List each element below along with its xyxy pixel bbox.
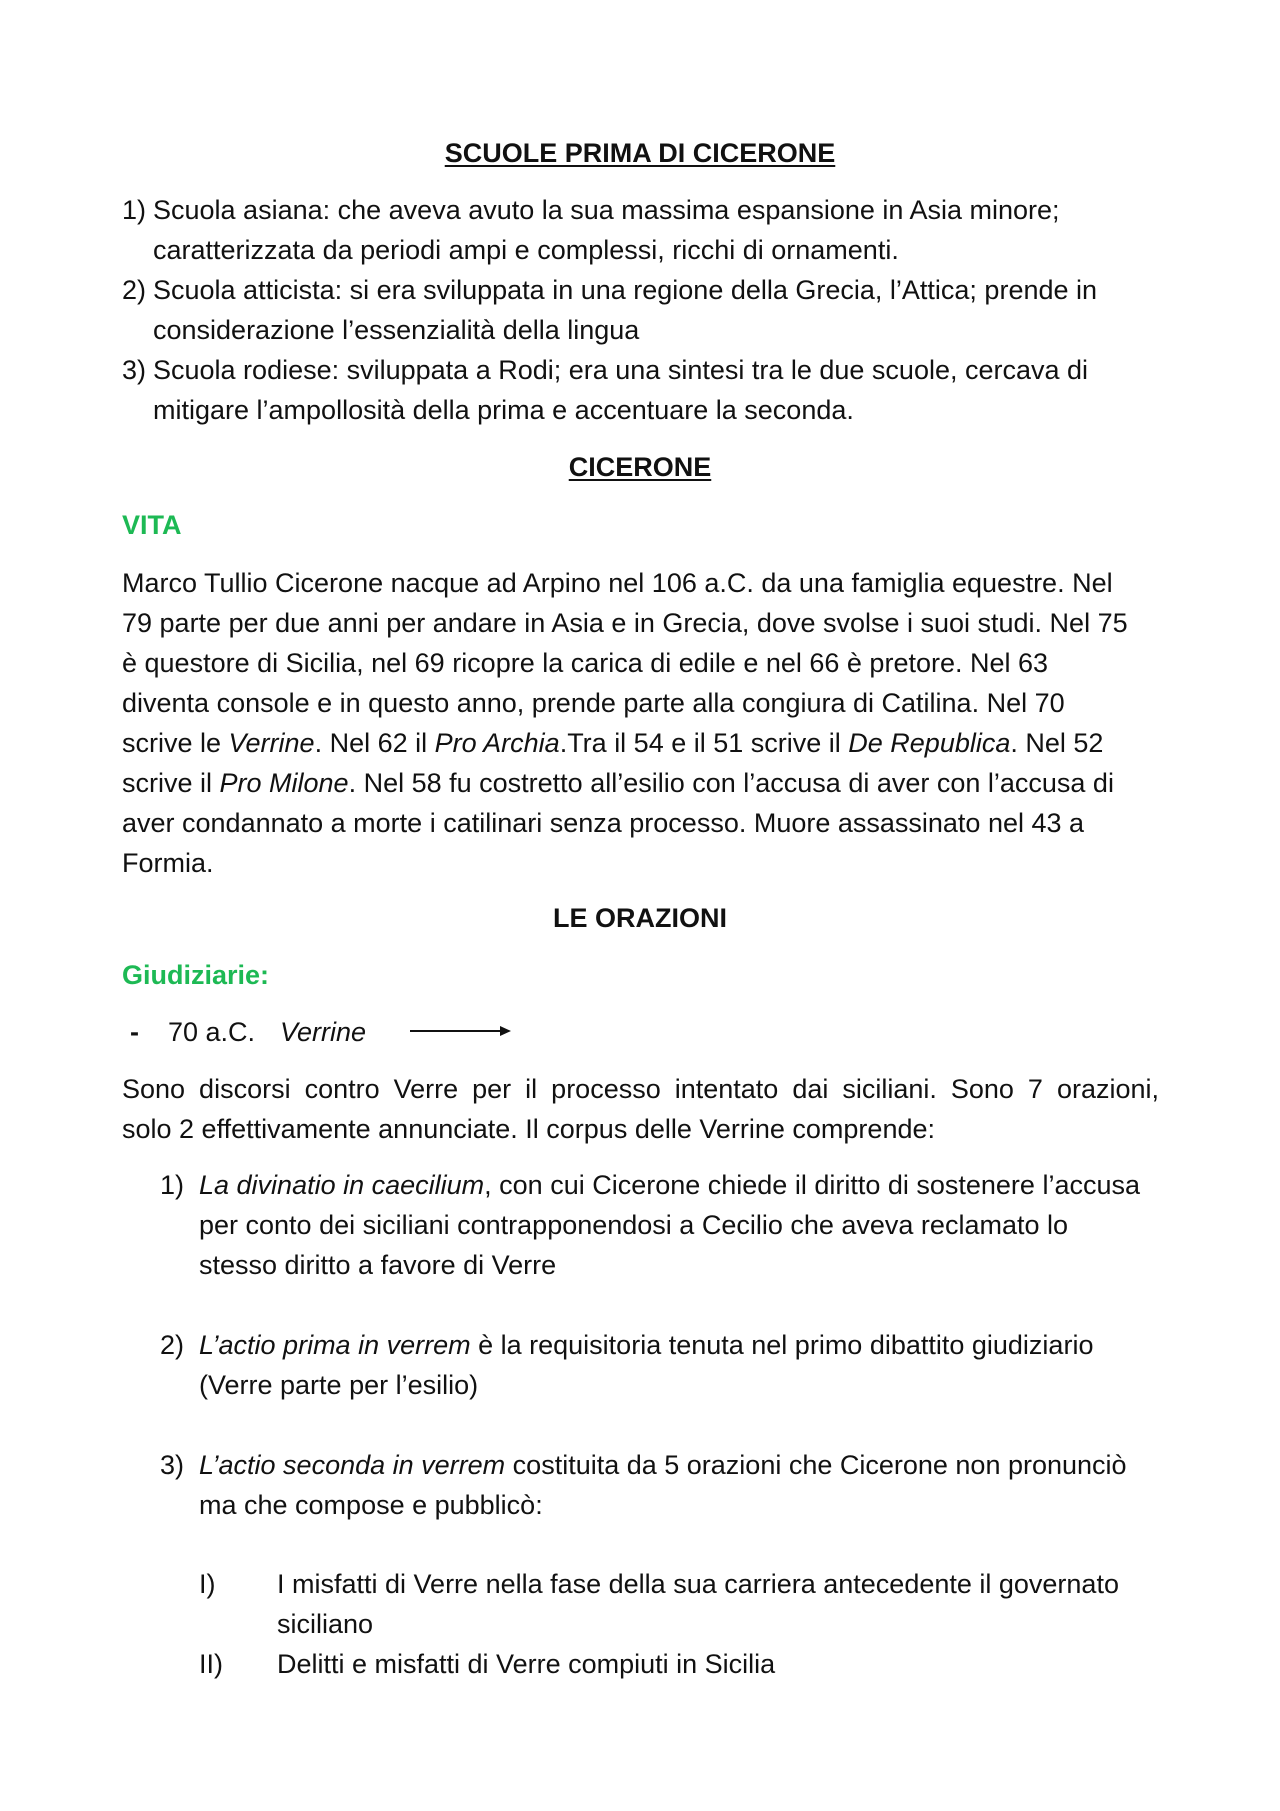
sub-item-1-line-2: siciliano bbox=[277, 1609, 374, 1639]
scuole-item-2-line-1: Scuola atticista: si era sviluppata in una regione della Grecia, l’Attica; prende in bbox=[153, 275, 1098, 305]
vita-line-4-part-1: diventa console e in questo anno, prende parte alla congiura di Catilina. Nel 70 bbox=[122, 688, 1065, 718]
sub-item-1-num: I) bbox=[199, 1569, 216, 1599]
corpus-item-1-line-1 bbox=[199, 1170, 1140, 1201]
vita-line-1-part-1: Marco Tullio Cicerone nacque ad Arpino nel 106 a.C. da una famiglia equestre. Nel bbox=[122, 568, 1113, 598]
vita-line-5-part-7: . Nel 52 bbox=[1010, 728, 1104, 758]
bullet-work: Verrine bbox=[280, 1017, 367, 1047]
vita-line-6-part-2: Pro Milone bbox=[219, 768, 349, 798]
corpus-item-3-line-1-part-1: L’actio seconda in verrem bbox=[199, 1450, 506, 1480]
corpus-item-2-num: 2) bbox=[160, 1330, 185, 1360]
scuole-item-2-line-2: considerazione l’essenzialità della lingua bbox=[153, 315, 640, 345]
corpus-item-3-line-1-part-2: costituita da 5 orazioni che Cicerone non pronunciò bbox=[505, 1450, 1127, 1480]
vita-line-5 bbox=[122, 728, 1103, 759]
corpus-item-2-line-2-part-1: (Verre parte per l’esilio) bbox=[199, 1370, 479, 1400]
arrow-right-icon bbox=[408, 1021, 513, 1041]
scuole-item-1-line-2: caratterizzata da periodi ampi e complessi, ricchi di ornamenti. bbox=[153, 235, 899, 265]
vita-heading: VITA bbox=[122, 510, 182, 540]
title-scuole: SCUOLE PRIMA DI CICERONE bbox=[444, 138, 836, 168]
corpus-item-1-line-3 bbox=[199, 1250, 556, 1281]
vita-line-5-part-4: Pro Archia bbox=[434, 728, 560, 758]
corpus-item-1-num: 1) bbox=[160, 1170, 185, 1200]
corpus-item-3-line-2 bbox=[199, 1490, 543, 1521]
scuole-item-1-num: 1) bbox=[122, 195, 147, 225]
vita-line-7 bbox=[122, 808, 1084, 839]
corpus-item-2-line-1 bbox=[199, 1330, 1093, 1361]
corpus-item-3-line-1 bbox=[199, 1450, 1127, 1481]
vita-line-6-part-3: . Nel 58 fu costretto all’esilio con l’accusa di aver con l’accusa di bbox=[348, 768, 1114, 798]
intro-line-2: solo 2 effettivamente annunciate. Il corpus delle Verrine comprende: bbox=[122, 1114, 935, 1144]
vita-line-5-part-3: . Nel 62 il bbox=[314, 728, 435, 758]
vita-line-5-part-6: De Republica bbox=[848, 728, 1011, 758]
vita-line-4 bbox=[122, 688, 1065, 719]
sub-item-2-line-1: Delitti e misfatti di Verre compiuti in Sicilia bbox=[277, 1649, 776, 1679]
scuole-item-1-line-1: Scuola asiana: che aveva avuto la sua massima espansione in Asia minore; bbox=[153, 195, 1060, 225]
vita-line-1 bbox=[122, 568, 1113, 599]
vita-line-7-part-1: aver condannato a morte i catilinari senza processo. Muore assassinato nel 43 a bbox=[122, 808, 1085, 838]
bullet-date: 70 a.C. bbox=[168, 1017, 256, 1047]
scuole-item-2-num: 2) bbox=[122, 275, 147, 305]
vita-line-3-part-1: è questore di Sicilia, nel 69 ricopre la carica di edile e nel 66 è pretore. Nel 63 bbox=[122, 648, 1049, 678]
vita-line-6-part-1: scrive il bbox=[122, 768, 220, 798]
corpus-item-1-line-1-part-2: , con cui Cicerone chiede il diritto di sostenere l’accusa bbox=[484, 1170, 1140, 1200]
corpus-item-3-line-2-part-1: ma che compose e pubblicò: bbox=[199, 1490, 543, 1520]
corpus-item-1-line-3-part-1: stesso diritto a favore di Verre bbox=[199, 1250, 557, 1280]
title-orazioni: LE ORAZIONI bbox=[553, 903, 727, 933]
vita-line-3 bbox=[122, 648, 1048, 679]
scuole-item-3-num: 3) bbox=[122, 355, 147, 385]
sub-item-2-num: II) bbox=[199, 1649, 223, 1679]
vita-line-5-part-2: Verrine bbox=[228, 728, 315, 758]
vita-line-6 bbox=[122, 768, 1114, 799]
bullet-dash: - bbox=[130, 1017, 139, 1047]
corpus-item-2-line-2 bbox=[199, 1370, 478, 1401]
vita-line-8-part-1: Formia. bbox=[122, 848, 214, 878]
vita-line-2 bbox=[122, 608, 1128, 639]
vita-line-5-part-1: scrive le bbox=[122, 728, 229, 758]
vita-line-8 bbox=[122, 848, 214, 879]
sub-item-1-line-1: I misfatti di Verre nella fase della sua carriera antecedente il governato bbox=[277, 1569, 1119, 1599]
scuole-item-3-line-2: mitigare l’ampollosità della prima e accentuare la seconda. bbox=[153, 395, 854, 425]
title-cicerone: CICERONE bbox=[568, 452, 712, 482]
vita-line-5-part-5: .Tra il 54 e il 51 scrive il bbox=[559, 728, 849, 758]
corpus-item-3-num: 3) bbox=[160, 1450, 185, 1480]
corpus-item-1-line-2 bbox=[199, 1210, 1068, 1241]
corpus-item-1-line-1-part-1: La divinatio in caecilium bbox=[199, 1170, 485, 1200]
corpus-item-1-line-2-part-1: per conto dei siciliani contrapponendosi a Cecilio che aveva reclamato lo bbox=[199, 1210, 1068, 1240]
intro-line-1: Sono discorsi contro Verre per il processo intentato dai siciliani. Sono 7 orazioni, bbox=[122, 1074, 1159, 1104]
giudiziarie-heading: Giudiziarie: bbox=[122, 960, 270, 990]
scuole-item-3-line-1: Scuola rodiese: sviluppata a Rodi; era una sintesi tra le due scuole, cercava di bbox=[153, 355, 1089, 385]
corpus-item-2-line-1-part-1: L’actio prima in verrem bbox=[199, 1330, 471, 1360]
corpus-item-2-line-1-part-2: è la requisitoria tenuta nel primo dibattito giudiziario bbox=[470, 1330, 1094, 1360]
vita-line-2-part-1: 79 parte per due anni per andare in Asia e in Grecia, dove svolse i suoi studi. Nel 75 bbox=[122, 608, 1128, 638]
